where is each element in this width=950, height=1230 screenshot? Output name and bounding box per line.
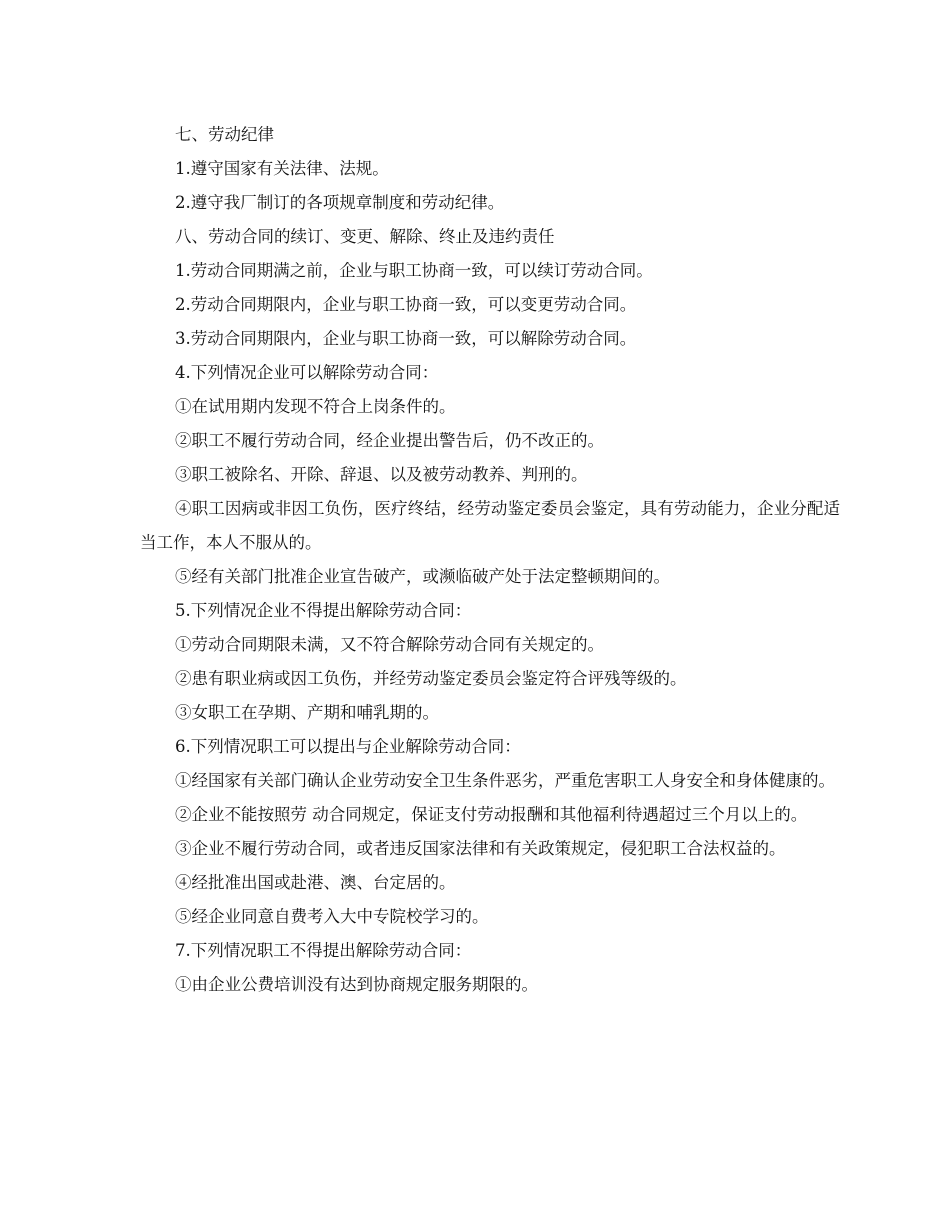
list-item: ④职工因病或非因工负伤，医疗终结，经劳动鉴定委员会鉴定，具有劳动能力，企业分配适当工作，本人不服从的。 (140, 499, 840, 552)
list-item: ②企业不能按照劳 动合同规定，保证支付劳动报酬和其他福利待遇超过三个月以上的。 (175, 805, 808, 824)
list-item: ④经批准出国或赴港、澳、台定居的。 (175, 873, 456, 892)
section-heading-labor-discipline: 七、劳动纪律 (175, 125, 274, 144)
list-item: ①劳动合同期限未满，又不符合解除劳动合同有关规定的。 (175, 635, 604, 654)
list-item: ②职工不履行劳动合同，经企业提出警告后，仍不改正的。 (175, 431, 604, 450)
section-heading-contract-terms: 八、劳动合同的续订、变更、解除、终止及违约责任 (175, 227, 555, 246)
list-item: ⑤经企业同意自费考入大中专院校学习的。 (175, 907, 489, 926)
list-item: ①经国家有关部门确认企业劳动安全卫生条件恶劣，严重危害职工人身安全和身体健康的。 (175, 771, 835, 790)
paragraph: 4.下列情况企业可以解除劳动合同： (175, 363, 439, 382)
list-item: ③女职工在孕期、产期和哺乳期的。 (175, 703, 439, 722)
paragraph: 1.遵守国家有关法律、法规。 (175, 159, 389, 178)
paragraph: 6.下列情况职工可以提出与企业解除劳动合同： (175, 737, 521, 756)
paragraph: 2.遵守我厂制订的各项规章制度和劳动纪律。 (175, 193, 505, 212)
list-item: ③职工被除名、开除、辞退、以及被劳动教养、判刑的。 (175, 465, 588, 484)
document-body (140, 118, 840, 1002)
list-item: ①在试用期内发现不符合上岗条件的。 (175, 397, 456, 416)
paragraph: 7.下列情况职工不得提出解除劳动合同： (175, 941, 472, 960)
paragraph: 3.劳动合同期限内，企业与职工协商一致，可以解除劳动合同。 (175, 329, 637, 348)
list-item: ①由企业公费培训没有达到协商规定服务期限的。 (175, 975, 538, 994)
list-item: ⑤经有关部门批准企业宣告破产，或濒临破产处于法定整顿期间的。 (175, 567, 670, 586)
list-item: ③企业不履行劳动合同，或者违反国家法律和有关政策规定，侵犯职工合法权益的。 (175, 839, 786, 858)
paragraph: 5.下列情况企业不得提出解除劳动合同： (175, 601, 472, 620)
paragraph: 1.劳动合同期满之前，企业与职工协商一致，可以续订劳动合同。 (175, 261, 653, 280)
list-item: ②患有职业病或因工负伤，并经劳动鉴定委员会鉴定符合评残等级的。 (175, 669, 687, 688)
paragraph: 2.劳动合同期限内，企业与职工协商一致，可以变更劳动合同。 (175, 295, 637, 314)
